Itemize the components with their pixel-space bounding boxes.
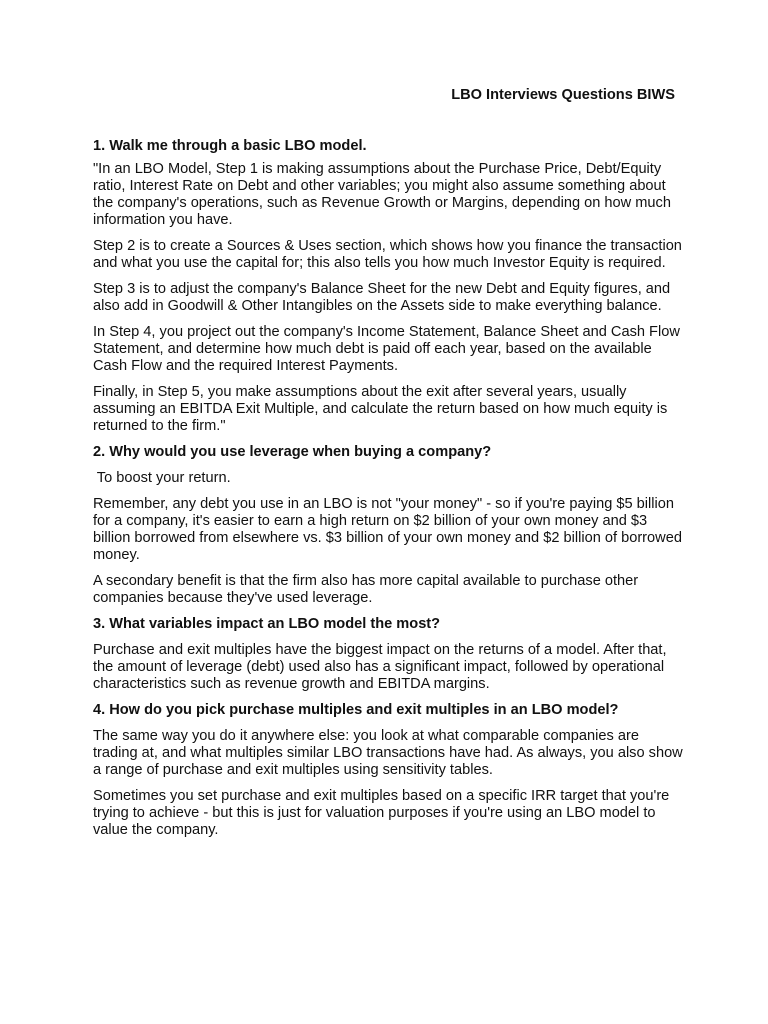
answer-paragraph: The same way you do it anywhere else: you look at what comparable companies are trading at, and what multiples similar LBO transactions have had. As always, you also show a range of purchase and exit multiples using sensitivity tables. [93, 728, 683, 778]
question-heading: 4. How do you pick purchase multiples and exit multiples in an LBO model? [93, 702, 619, 718]
answer-paragraph: In Step 4, you project out the company's Income Statement, Balance Sheet and Cash Flow Statement, and determine how much debt is paid off each year, based on the available Cash Flow and the required Interest Payments. [93, 324, 680, 374]
question-heading: 1. Walk me through a basic LBO model. [93, 138, 367, 154]
question-heading: 2. Why would you use leverage when buying a company? [93, 444, 492, 460]
document-body [93, 138, 683, 848]
answer-paragraph: Step 2 is to create a Sources & Uses section, which shows how you finance the transaction and what you use the capital for; this also tells you how much Investor Equity is required. [93, 238, 682, 271]
answer-paragraph: Purchase and exit multiples have the biggest impact on the returns of a model. After that, the amount of leverage (debt) used also has a significant impact, followed by operational characteristics such as revenue growth and EBITDA margins. [93, 642, 667, 692]
document-title: LBO Interviews Questions BIWS [451, 87, 675, 103]
question-heading: 3. What variables impact an LBO model the most? [93, 616, 441, 632]
answer-paragraph: Finally, in Step 5, you make assumptions about the exit after several years, usually assuming an EBITDA Exit Multiple, and calculate the return based on how much equity is returned to the firm." [93, 384, 668, 434]
answer-paragraph: Sometimes you set purchase and exit multiples based on a specific IRR target that you're trying to achieve - but this is just for valuation purposes if you're using an LBO model to value the company. [93, 788, 670, 838]
answer-paragraph: Remember, any debt you use in an LBO is not "your money" - so if you're paying $5 billion for a company, it's easier to earn a high return on $2 billion of your own money and $3 billion borrowed from elsewhere vs. $3 billion of your own money and $2 billion of borrowed money. [93, 496, 682, 563]
qa-section-1 [93, 138, 683, 435]
qa-section-4 [93, 702, 683, 839]
qa-section-2 [93, 444, 683, 607]
qa-section-3 [93, 616, 683, 693]
answer-paragraph: To boost your return. [93, 470, 231, 486]
answer-paragraph: Step 3 is to adjust the company's Balance Sheet for the new Debt and Equity figures, and also add in Goodwill & Other Intangibles on the Assets side to make everything balance. [93, 281, 671, 314]
answer-paragraph: A secondary benefit is that the firm also has more capital available to purchase other companies because they've used leverage. [93, 573, 639, 606]
answer-paragraph: "In an LBO Model, Step 1 is making assumptions about the Purchase Price, Debt/Equity ratio, Interest Rate on Debt and other variables; you might also assume something about the company's operations, such as Revenue Growth or Margins, depending on how much information you have. [93, 161, 671, 228]
